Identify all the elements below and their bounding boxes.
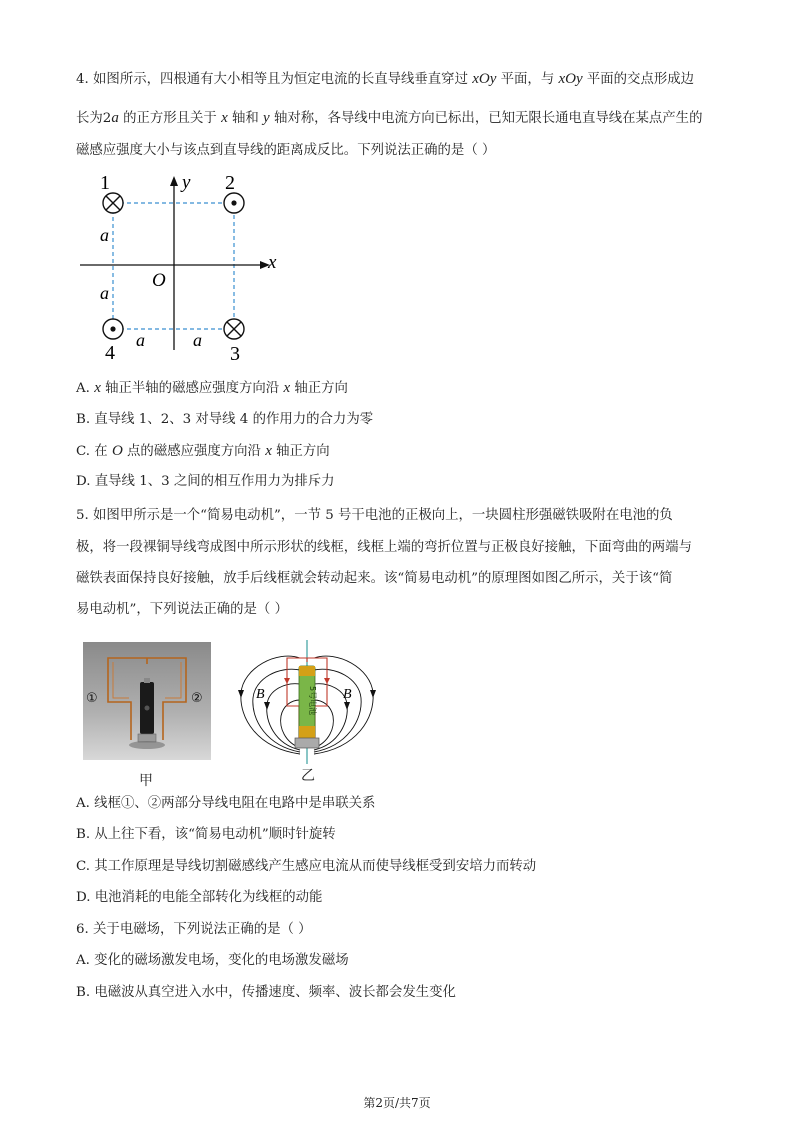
- side-label-a: a: [100, 283, 109, 303]
- side-label-a: a: [100, 225, 109, 245]
- q4-stem-line3: 磁感应强度大小与该点到直导线的距离成反比。下列说法正确的是（ ）: [76, 143, 496, 158]
- q5-stem-line3: 磁铁表面保持良好接触，放手后线框就会转动起来。该“简易电动机”的原理图如图乙所示，关于该“简: [76, 571, 673, 586]
- x-axis-label: x: [268, 252, 277, 273]
- q6-option-b: B. 电磁波从真空进入水中，传播速度、频率、波长都会发生变化: [76, 985, 456, 1000]
- q4-option-d: D. 直导线 1、3 之间的相互作用力为排斥力: [76, 474, 335, 489]
- q5-field-diagram-yi: [237, 638, 377, 766]
- q5-photo-figure-jia: [83, 642, 211, 760]
- side-label-a: a: [193, 330, 202, 350]
- frame-label-1: ①: [86, 691, 98, 706]
- caption-jia: 甲: [139, 773, 153, 789]
- field-lines-left: [241, 656, 300, 754]
- q5-option-a: A. 线框①、②两部分导线电阻在电路中是串联关系: [76, 796, 376, 811]
- wire-3-label: 3: [230, 343, 240, 365]
- wire-3-into-icon: [224, 319, 244, 339]
- q4-option-a: A. x 轴正半轴的磁感应强度方向沿 x 轴正方向: [76, 380, 348, 396]
- y-axis-label: y: [182, 172, 191, 193]
- wire-2-label: 2: [225, 172, 235, 194]
- wire-4-out-icon: [103, 319, 123, 339]
- field-label-b-right: B: [343, 687, 352, 702]
- frame-label-2: ②: [191, 691, 203, 706]
- q4-stem-line2: 长为2a 的正方形且关于 x 轴和 y 轴对称，各导线中电流方向已标出，已知无限长通电直导线在某点产生的: [76, 110, 703, 126]
- q4-stem-line1: 4. 如图所示，四根通有大小相等且为恒定电流的长直导线垂直穿过 xOy 平面，与 xOy 平面的交点形成边: [76, 71, 695, 87]
- page-footer: 第2页/共7页: [363, 1096, 431, 1110]
- q4-wire-figure: [70, 168, 290, 368]
- q5-stem-line4: 易电动机”，下列说法正确的是（ ）: [76, 602, 288, 617]
- q5-option-b: B. 从上往下看，该“简易电动机”顺时针旋转: [76, 827, 336, 842]
- q5-option-d: D. 电池消耗的电能全部转化为线框的动能: [76, 890, 323, 905]
- side-label-a: a: [136, 330, 145, 350]
- q4-option-c: C. 在 O 点的磁感应强度方向沿 x 轴正方向: [76, 443, 330, 459]
- y-axis-arrow: [170, 176, 178, 186]
- origin-label: O: [152, 270, 166, 291]
- q5-stem-line2: 极，将一段裸铜导线弯成图中所示形状的线框，线框上端的弯折位置与正极良好接触，下面弯曲的两端与: [76, 540, 692, 555]
- q4-option-b: B. 直导线 1、2、3 对导线 4 的作用力的合力为零: [76, 412, 374, 427]
- wire-2-out-icon: [224, 193, 244, 213]
- wire-1-label: 1: [100, 172, 110, 194]
- q6-stem: 6. 关于电磁场，下列说法正确的是（ ）: [76, 922, 312, 937]
- magnet: [295, 738, 319, 748]
- wire-1-into-icon: [103, 193, 123, 213]
- q5-stem-line1: 5. 如图甲所示是一个“简易电动机”，一节 5 号干电池的正极向上，一块圆柱形强磁铁吸附在电池的负: [76, 508, 673, 523]
- q5-option-c: C. 其工作原理是导线切割磁感线产生感应电流从而使导线框受到安培力而转动: [76, 859, 537, 874]
- caption-yi: 乙: [301, 768, 315, 784]
- q6-option-a: A. 变化的磁场激发电场，变化的电场激发磁场: [76, 953, 349, 968]
- field-lines-right: [314, 656, 373, 754]
- field-label-b-left: B: [256, 687, 265, 702]
- battery-text: 5号电池: [308, 686, 317, 716]
- wire-4-label: 4: [105, 342, 115, 364]
